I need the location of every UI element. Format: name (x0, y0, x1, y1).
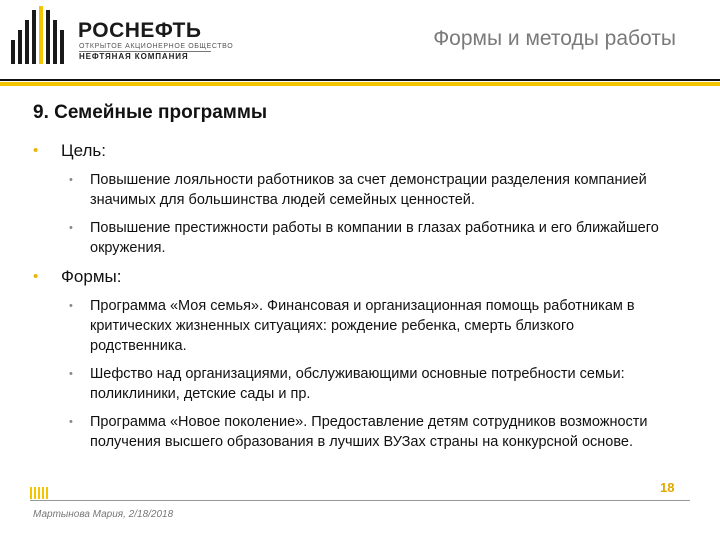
footer-mark (38, 487, 40, 499)
sub-bullet-text: Программа «Моя семья». Финансовая и организационная помощь работникам в критических жизненных ситуациях: рождение ребенка, смерть близкого родственника. (90, 298, 635, 354)
slide-title: 9. Семейные программы (33, 102, 268, 123)
bullet-marker: • (33, 268, 39, 285)
footer-mark (34, 487, 36, 499)
bullet-marker: • (33, 142, 39, 159)
sub-bullet (33, 296, 703, 356)
sub-bullet-text: Повышение престижности работы в компании в глазах работника и его ближайшего окружения. (90, 220, 659, 256)
logo-subtitle-oil-company: НЕФТЯНАЯ КОМПАНИЯ (79, 52, 189, 61)
sub-bullet-marker: • (69, 174, 73, 186)
bullet-label: Формы: (61, 267, 122, 286)
sub-bullet-text: Программа «Новое поколение». Предоставление детям сотрудников возможности получения высшего образования в лучших ВУЗах страны на конкурсной основе. (90, 414, 648, 450)
footer-author: Мартынова Мария, 2/18/2018 (33, 509, 174, 520)
sub-bullet (33, 364, 703, 404)
header-rule-gold (0, 82, 720, 86)
page-number: 18 (660, 480, 675, 495)
bullet-forms (33, 266, 703, 288)
bullet-goal (33, 140, 703, 162)
slide-header (0, 0, 720, 80)
sub-bullet-text: Шефство над организациями, обслуживающими основные потребности семьи: поликлиники, детские сады и пр. (90, 366, 625, 402)
logo-subtitle-company-type: ОТКРЫТОЕ АКЦИОНЕРНОЕ ОБЩЕСТВО (79, 43, 234, 50)
rosneft-logo-icon (8, 6, 68, 64)
sub-bullet (33, 412, 703, 452)
header-rule-black (0, 79, 720, 81)
sub-bullet (33, 218, 703, 258)
sub-bullet (33, 170, 703, 210)
slide-content (33, 140, 703, 460)
sub-bullet-marker: • (69, 416, 73, 428)
footer-mark (30, 487, 32, 499)
sub-bullet-marker: • (69, 222, 73, 234)
footer-divider (30, 500, 690, 501)
footer-mark (42, 487, 44, 499)
section-title: Формы и методы работы (433, 27, 676, 50)
sub-bullet-text: Повышение лояльности работников за счет демонстрации разделения компанией значимых для большинства людей семейных ценностей. (90, 172, 647, 208)
bullet-label: Цель: (61, 141, 106, 160)
sub-bullet-marker: • (69, 368, 73, 380)
sub-bullet-marker: • (69, 300, 73, 312)
footer-mark (46, 487, 48, 499)
logo-wordmark: РОСНЕФТЬ (78, 19, 202, 42)
